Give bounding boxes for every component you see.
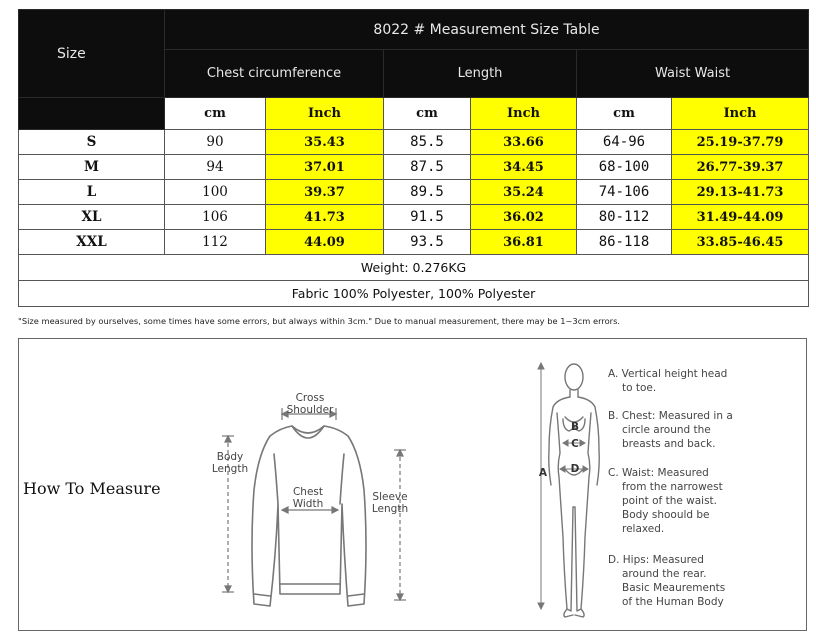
- waist-header: Waist Waist: [577, 50, 809, 98]
- length-cm-cell: 89.5: [384, 180, 471, 205]
- chest-cm-cell: 94: [165, 155, 266, 180]
- how-to-measure-heading: How To Measure: [23, 479, 161, 498]
- table-row: [19, 230, 809, 255]
- table-row: [19, 130, 809, 155]
- waist-inch-cell: 33.85-46.45: [672, 230, 809, 255]
- unit-header: cm: [577, 98, 672, 130]
- length-inch-cell: 35.24: [471, 180, 577, 205]
- description-d: D. Hips: Measured around the rear. Basic Meaurements of the Human Body: [608, 554, 726, 608]
- chest-cm-cell: 100: [165, 180, 266, 205]
- table-row: [19, 180, 809, 205]
- waist-inch-cell: 26.77-39.37: [672, 155, 809, 180]
- chest-cm-cell: 106: [165, 205, 266, 230]
- chest-inch-cell: 39.37: [266, 180, 384, 205]
- size-table: [18, 9, 809, 307]
- size-cell: XXL: [19, 230, 165, 255]
- marker-c: C: [571, 438, 579, 450]
- unit-header: Inch: [672, 98, 809, 130]
- size-header-spacer: [19, 98, 165, 130]
- waist-cm-cell: 64-96: [577, 130, 672, 155]
- length-cm-cell: 87.5: [384, 155, 471, 180]
- size-cell: S: [19, 130, 165, 155]
- chest-inch-cell: 41.73: [266, 205, 384, 230]
- measurement-disclaimer: "Size measured by ourselves, some times have some errors, but always within 3cm." Due to manual measurement, there may be 1~3cm errors.: [18, 316, 621, 326]
- description-a: A. Vertical height head to toe.: [608, 368, 728, 394]
- chest-inch-cell: 44.09: [266, 230, 384, 255]
- chest-cm-cell: 112: [165, 230, 266, 255]
- marker-d: D: [570, 463, 580, 475]
- body-length-label: Body Length: [211, 451, 249, 475]
- length-inch-cell: 34.45: [471, 155, 577, 180]
- sleeve-length-label: Sleeve Length: [371, 491, 409, 515]
- size-column-header: Size: [19, 10, 165, 98]
- fabric-info: Fabric 100% Polyester, 100% Polyester: [19, 281, 809, 307]
- size-cell: M: [19, 155, 165, 180]
- waist-cm-cell: 68-100: [577, 155, 672, 180]
- table-row: [19, 155, 809, 180]
- waist-cm-cell: 74-106: [577, 180, 672, 205]
- unit-header: Inch: [266, 98, 384, 130]
- body-figure-diagram: [529, 357, 609, 627]
- waist-cm-cell: 80-112: [577, 205, 672, 230]
- length-inch-cell: 36.02: [471, 205, 577, 230]
- size-cell: L: [19, 180, 165, 205]
- waist-inch-cell: 25.19-37.79: [672, 130, 809, 155]
- waist-inch-cell: 31.49-44.09: [672, 205, 809, 230]
- size-cell: XL: [19, 205, 165, 230]
- marker-a: A: [538, 467, 548, 479]
- length-cm-cell: 85.5: [384, 130, 471, 155]
- description-c: C. Waist: Measured from the narrowest point of the waist. Body shoould be relaxed.: [608, 467, 723, 535]
- chest-cm-cell: 90: [165, 130, 266, 155]
- chest-inch-cell: 37.01: [266, 155, 384, 180]
- unit-header: Inch: [471, 98, 577, 130]
- chest-inch-cell: 35.43: [266, 130, 384, 155]
- waist-cm-cell: 86-118: [577, 230, 672, 255]
- description-b: B. Chest: Measured in a circle around the breasts and back.: [608, 410, 733, 450]
- how-to-measure-panel: [18, 338, 807, 631]
- marker-b: B: [570, 421, 579, 433]
- unit-header: cm: [384, 98, 471, 130]
- chest-header: Chest circumference: [165, 50, 384, 98]
- chest-width-label: Chest Width: [292, 486, 324, 510]
- table-row: [19, 205, 809, 230]
- waist-inch-cell: 29.13-41.73: [672, 180, 809, 205]
- length-cm-cell: 93.5: [384, 230, 471, 255]
- weight-info: Weight: 0.276KG: [19, 255, 809, 281]
- length-inch-cell: 36.81: [471, 230, 577, 255]
- length-header: Length: [384, 50, 577, 98]
- length-cm-cell: 91.5: [384, 205, 471, 230]
- length-inch-cell: 33.66: [471, 130, 577, 155]
- table-title: 8022 # Measurement Size Table: [165, 10, 809, 50]
- unit-header: cm: [165, 98, 266, 130]
- cross-shoulder-label: Cross Shoulder: [286, 392, 334, 416]
